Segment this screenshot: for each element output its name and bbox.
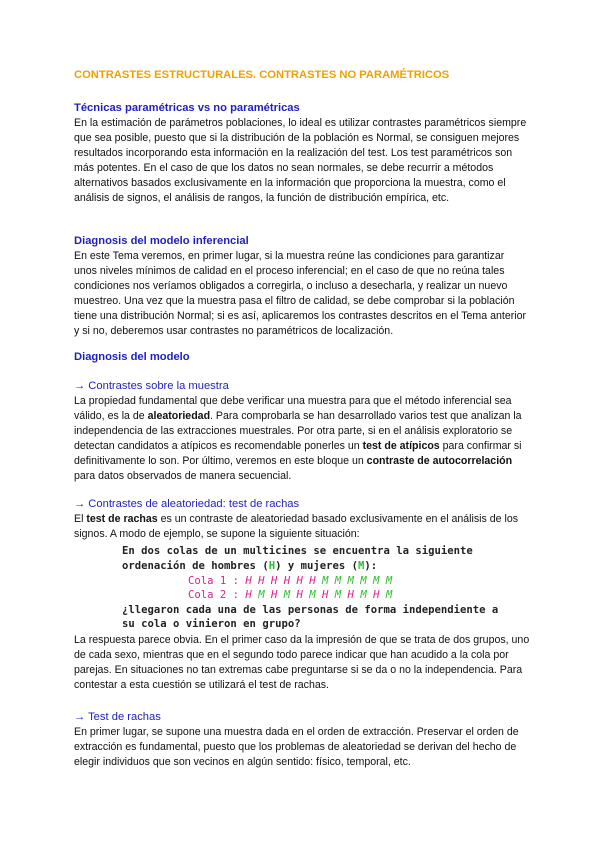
cola-2-person: M xyxy=(251,589,265,601)
section-heading-test-rachas: → Test de rachas xyxy=(74,711,161,723)
example-line-1: En dos colas de un multicines se encuentra la siguiente xyxy=(122,545,473,557)
example-cola-1: Cola 1 : H H H H H H M M M M M M xyxy=(188,575,393,587)
section-heading-contrastes-muestra: → Contrastes sobre la muestra xyxy=(74,380,229,392)
paragraph-diagnosis-inferencial: En este Tema veremos, en primer lugar, si la muestra reúne las condiciones para garantizar unos niveles mínimos de calidad en el proceso inferencial; en el caso de que no reúna tales condiciones nos veríamos obligados a corregirla, o incluso a desecharla, y realizar un nuevo muestreo. Una vez que la muestra pasa el filtro de calidad, se debe comprobar si la población tiene una distribución Normal; si es así, aplicaremos los contrastes descritos en el Tema anterior y si no, deberemos usar contrastes no paramétricos de localización. xyxy=(74,250,527,338)
cola-2-person: M xyxy=(353,589,367,601)
cola-2-person: M xyxy=(302,589,316,601)
paragraph-aleatoriedad-intro: El test de rachas es un contraste de aleatoriedad basado exclusivamente en el análisis de los signos. A modo de ejemplo, se supone la siguiente situación: xyxy=(74,513,519,541)
cola-2-person: H xyxy=(315,589,329,601)
page-title: CONTRASTES ESTRUCTURALES. CONTRASTES NO PARAMÉTRICOS xyxy=(74,69,450,81)
cola-2-person: H xyxy=(264,589,278,601)
cola-2-person: H xyxy=(245,589,252,601)
section-heading-parametricas: Técnicas paramétricas vs no paramétricas xyxy=(74,102,300,114)
section-heading-diagnosis-inferencial: Diagnosis del modelo inferencial xyxy=(74,235,249,247)
cola-2-person: H xyxy=(290,589,303,601)
example-line-2: ordenación de hombres (H) y mujeres (M): xyxy=(122,560,378,572)
cola-2-person: M xyxy=(277,589,291,601)
paragraph-contrastes-muestra: La propiedad fundamental que debe verificar una muestra para que el método inferencial sea válido, es la de aleatoriedad. Para comprobarla se han desarrollado varios test que analizan la independencia de las extracciones muestrales. Por otra parte, si en el análisis exploratorio se detectan candidatos a atípicos es recomendable ponerles un test de atípicos para confirmar si definitivamente lo son. Por último, veremos en este bloque un contraste de autocorrelación para datos observados de manera secuencial. xyxy=(74,395,522,483)
example-line-4: su cola o vinieron en grupo? xyxy=(122,618,301,630)
section-heading-aleatoriedad: → Contrastes de aleatoriedad: test de rachas xyxy=(74,498,300,510)
paragraph-parametricas: En la estimación de parámetros poblaciones, lo ideal es utilizar contrastes paramétricos siempre que sea posible, puesto que si la distribución de la población es Normal, se consiguen mejores resultados incorporando esta información en la realización del test. Los test paramétricos son más potentes. En el caso de que los datos no sean normales, se debe recurrir a métodos alternativos basados exclusivamente en la información que proporciona la muestra, como el análisis de signos, el análisis de rangos, la función de distribución empírica, etc. xyxy=(74,117,527,205)
paragraph-aleatoriedad-respuesta: La respuesta parece obvia. En el primer caso da la impresión de que se trata de dos grupos, uno de cada sexo, mientras que en el segundo todo parece indicar que han acudido a la cola por parejas. En situaciones no tan extremas cabe preguntarse si se da o no la independencia. Para contestar a esta cuestión se utilizará el test de rachas. xyxy=(74,634,530,692)
example-cola-2: Cola 2 : H M H M H M H M H M H M xyxy=(188,589,393,601)
section-heading-diagnosis-modelo: Diagnosis del modelo xyxy=(74,351,190,363)
cola-2-sequence xyxy=(245,589,392,601)
cola-2-person: M xyxy=(328,589,342,601)
paragraph-test-rachas: En primer lugar, se supone una muestra dada en el orden de extracción. Preservar el orden de extracción es fundamental, puesto que los problemas de aleatoriedad se derivan del hecho de elegir individuos que son vecinos en algún sentido: físico, temporal, etc. xyxy=(74,726,519,769)
cola-2-person: H xyxy=(366,589,380,601)
example-line-3: ¿llegaron cada una de las personas de forma independiente a xyxy=(122,604,499,616)
cola-2-person: H xyxy=(341,589,354,601)
cola-2-person: M xyxy=(379,589,393,601)
